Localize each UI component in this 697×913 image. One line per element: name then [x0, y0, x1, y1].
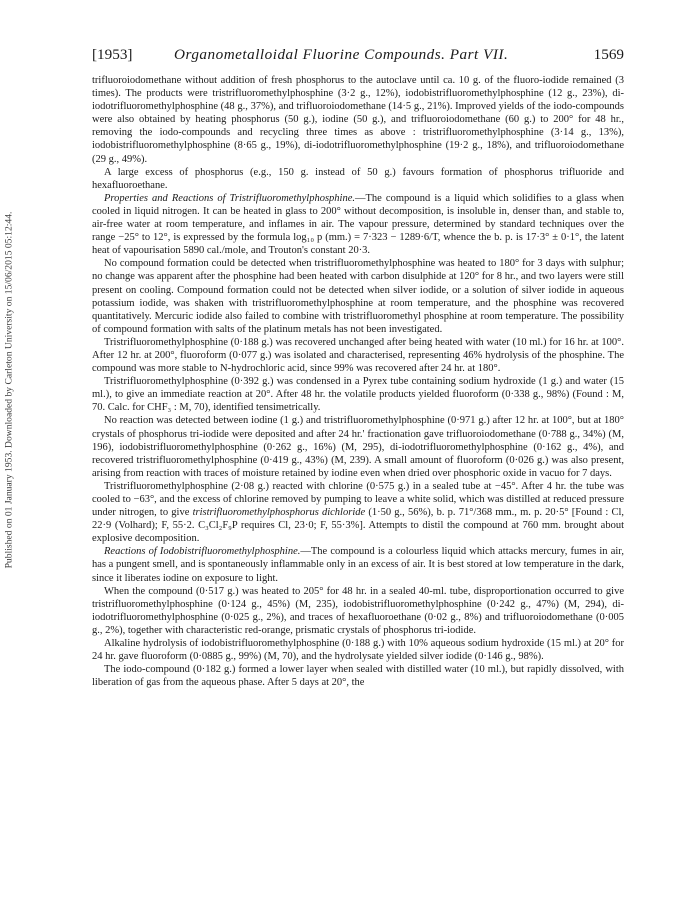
section-heading: Reactions of Iodobistrifluoromethylphosphine.	[104, 546, 301, 558]
paragraph-text: —The compound is a colourless liquid which attacks mercury, fumes in air, has a pungent smell, and is spontaneously inflammable only in an excess of air. It is best stored at low temperature in the dark, since it liberates iodine on exposure to light.	[92, 546, 624, 584]
paragraph-text: —The compound is a liquid which solidifies to a glass when cooled in liquid nitrogen. It can be heated in glass to 200° without decomposition, is insoluble in, denser than, and stable to, air-free water at room temperature, and inflames in air. The vapour pressure, determined by standard techniques over the range −25° to 12°, is expressed by the formula log₁₀ p (mm.) = 7·323 − 1289·6/T, whence the b. p. is 17·3° ± 0·1°, the latent heat of vapourisation 5890 cal./mole, and Trouton's constant 20·3.	[92, 192, 625, 257]
running-header	[92, 46, 624, 66]
paragraph-text: Tristrifluoromethylphosphine (2·08 g.) reacted with chlorine (0·575 g.) in a sealed tube at −45°. After 4 hr. the tube was cooled to −63°, and the excess of chlorine removed by pumping to leave a white solid, which was distilled at reduced pressure under nitrogen, to give	[92, 480, 624, 519]
header-year: [1953]	[92, 46, 133, 63]
paragraph: Alkaline hydrolysis of iodobistrifluoromethylphosphine (0·188 g.) with 10% aqueous sodium hydroxide (15 ml.) at 20° for 24 hr. gave fluoroform (0·0885 g., 99%) (M, 70), and the hydrolysate yielded silver iodide (0·146 g., 98%).	[92, 638, 624, 663]
download-watermark	[2, 150, 16, 630]
paragraph	[92, 192, 624, 257]
paragraph: When the compound (0·517 g.) was heated to 205° for 48 hr. in a sealed 40-ml. tube, disproportionation occurred to give tristrifluoromethylphosphine (0·124 g., 45%) (M, 235), iodobistrifluoromethylphosphine (0·242 g., 47%) (M, 294), di-iodotrifluoromethylphosphine (0·025 g., 2%), and traces of hexafluoroethane (0·02 g., 8%) and trifluoroiodomethane (0·005 g., 2%), together with characteristic red-orange, prismatic crystals of phosphorus tri-iodide.	[92, 585, 624, 636]
paragraph: trifluoroiodomethane without addition of fresh phosphorus to the autoclave until ca. 10 g. of the fluoro-iodide remained (3 times). The products were tristrifluoromethylphosphine (3·2 g., 12%), iodobistrifluoromethylphosphine (12 g., 23%), di-iodotrifluoromethylphosphine (48 g., 37%), and trifluoroiodomethane (14·5 g., 21%). Improved yields of the iodo-compounds were also obtained by heating phosphorus (50 g.), iodine (50 g.), and trifluoroiodomethane (60 g.) to 200° for 48 hr., removing the iodo-compounds and recycling three times as above : tristrifluoromethylphosphine (3·14 g., 13%), iodobistrifluoromethylphosphine (8·65 g., 19%), di-iodotrifluoromethylphosphine (19·2 g., 18%), and trifluoroiodomethane (29 g., 49%).	[92, 75, 624, 165]
compound-name: tristrifluoromethylphosphorus dichloride	[192, 507, 366, 519]
article-body	[92, 74, 624, 689]
paragraph	[92, 545, 624, 584]
paragraph: The iodo-compound (0·182 g.) formed a lower layer when sealed with distilled water (10 ml.), but rapidly dissolved, with liberation of gas from the aqueous phase. After 5 days at 20°, the	[92, 664, 624, 689]
section-heading: Properties and Reactions of Tristrifluoromethylphosphine.	[104, 192, 355, 204]
header-title: Organometalloidal Fluorine Compounds. Part VII.	[174, 46, 509, 63]
paragraph: A large excess of phosphorus (e.g., 150 g. instead of 50 g.) favours formation of phosphorus trifluoride and hexafluoroethane.	[92, 166, 624, 191]
paragraph: No compound formation could be detected when tristrifluoromethylphosphine was heated to 180° for 3 days with sulphur; no change was apparent after the phosphine had been heated with carbon disulphide at 120° for 8 hr., and two layers were still present on cooling. Compound formation could not be detected when silver iodide, or a solution of silver iodide in aqueous potassium iodide, was shaken with tristrifluoromethylphosphine at room temperature, and the phosphine was recovered quantitatively. Mercuric iodide also failed to combine with tristrifluoromethyl phosphine at room temperature. The possibility of compound formation with salts of the platinum metals has not been investigated.	[92, 258, 624, 335]
paragraph: Tristrifluoromethylphosphine (0·188 g.) was recovered unchanged after being heated with water (10 ml.) for 16 hr. at 100°. After 12 hr. at 200°, fluoroform (0·077 g.) was isolated and characterised, representing 46% hydrolysis of the phosphine. The compound was more stable to N-hydrochloric acid, since 99% was recovered after 24 hr. at 180°.	[92, 336, 624, 375]
paragraph: Tristrifluoromethylphosphine (0·392 g.) was condensed in a Pyrex tube containing sodium hydroxide (1 g.) and water (15 ml.), to give an immediate reaction at 20°. After 48 hr. the volatile products yielded fluoroform (0·338 g., 98%) (Found : M, 70. Calc. for CHF₃ : M, 70), identified tensimetrically.	[92, 376, 624, 414]
download-note: Published on 01 January 1953. Downloaded by Carleton University on 15/06/2015 05:12:44.	[3, 211, 15, 569]
paragraph: No reaction was detected between iodine (1 g.) and tristrifluoromethylphosphine (0·971 g.) after 12 hr. at 100°, but at 180° crystals of phosphorus tri-iodide were deposited and after 24 hr.' fractionation gave trifluoroiodomethane (0·788 g., 34%) (M, 196), iodobistrifluoromethylphosphine (0·262 g., 16%) (M, 295), di-iodotrifluoromethylphosphine (0·162 g., 4%), and recovered tristrifluoromethylphosphine (0·419 g., 43%) (M, 239). A small amount of fluoroform (0·026 g.) was also present, arising from reaction with traces of moisture retained by iodine even when dried over phosphoric oxide in vacuo for 7 days.	[92, 415, 624, 479]
paragraph-text: (1·50 g., 56%), b. p. 71°/368 mm., m. p. 20·5° [Found : Cl, 22·9 (Volhard); F, 55·2. C₃Cl₂F₉P requires Cl, 23·0; F, 55·3%]. Attempts to distil the compound at 760 mm. brought about explosive decomposition.	[92, 507, 624, 545]
page-number: 1569	[593, 46, 624, 63]
paragraph	[92, 480, 624, 545]
